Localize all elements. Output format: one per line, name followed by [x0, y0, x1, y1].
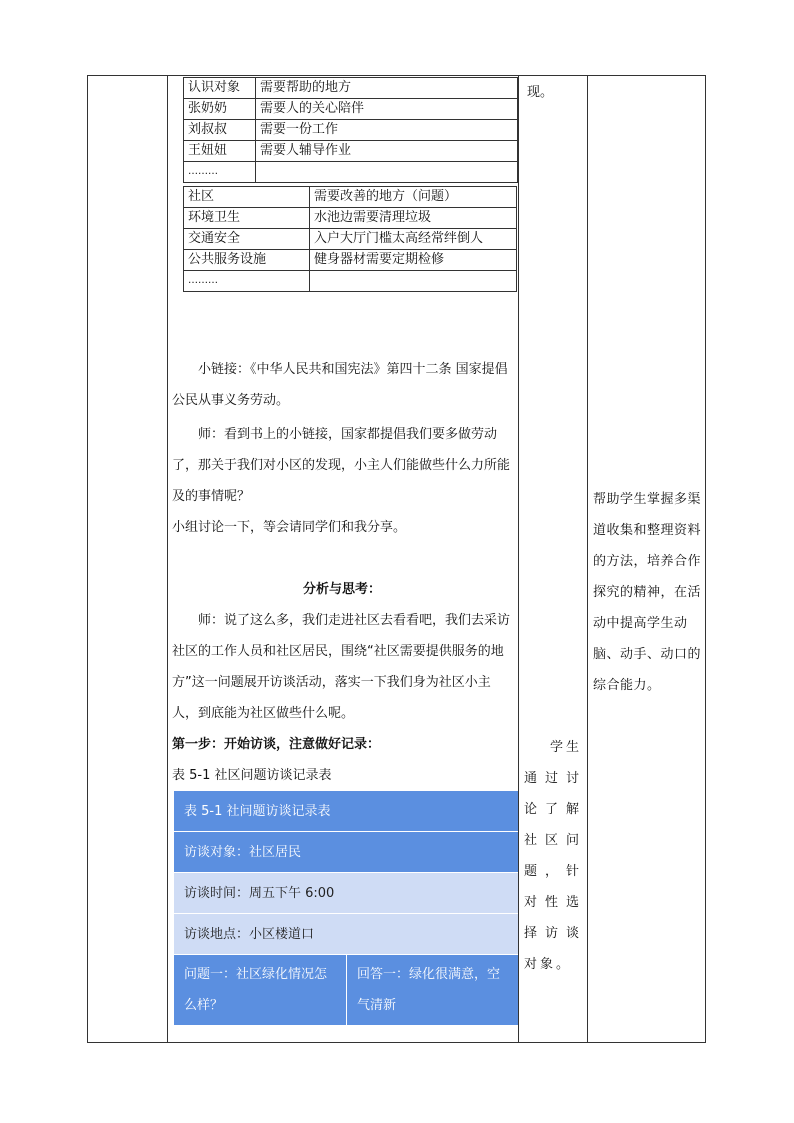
table-row: 交通安全 入户大厅门槛太高经常绊倒人	[184, 229, 517, 250]
teacher-paragraph-1: 师：看到书上的小链接，国家都提倡我们要多做劳动了，那关于我们对小区的发现，小主人们能做些什么力所能及的事情呢？	[172, 427, 511, 504]
step-one-heading: 第一步：开始访谈，注意做好记录：	[172, 737, 381, 752]
interview-record-table	[174, 791, 518, 1026]
column-divider	[167, 75, 168, 1043]
col3-top-text: 现。	[527, 85, 554, 100]
analysis-heading: 分析与思考：	[302, 582, 381, 597]
table-row: 王妞妞 需要人辅导作业	[184, 141, 518, 162]
column-divider	[518, 75, 519, 1043]
group-discussion-text: 小组讨论一下，等会请同学们和我分享。	[172, 520, 407, 535]
community-problems-table	[183, 186, 517, 292]
table-row: 刘叔叔 需要一份工作	[184, 120, 518, 141]
table-caption: 表 5-1 社区问题访谈记录表	[172, 768, 332, 783]
table-row: 公共服务设施 健身器材需要定期检修	[184, 250, 517, 271]
design-intent-text: 帮助学生掌握多渠道收集和整理资料的方法，培养合作探究的精神，在活动中提高学生动脑、动手、动口的综合能力。	[593, 492, 702, 693]
student-activity-text: 学生通过讨论了解社区问题，针对性选择访谈对象。	[524, 740, 583, 972]
question-one: 问题一：社区绿化情况怎么样？	[184, 967, 328, 1013]
link-paragraph: 小链接：《中华人民共和国宪法》第四十二条 国家提倡公民从事义务劳动。	[172, 362, 508, 408]
target-needs-table	[183, 77, 518, 183]
interview-place: 访谈地点：小区楼道口	[174, 914, 518, 955]
interview-qa-row	[174, 955, 518, 1026]
column-divider	[587, 75, 588, 1043]
interview-time: 访谈时间：周五下午 6:00	[174, 873, 518, 914]
interview-subject: 访谈对象：社区居民	[174, 832, 518, 873]
table-row: ………	[184, 162, 518, 183]
table-row: 张奶奶 需要人的关心陪伴	[184, 99, 518, 120]
table-row: 认识对象 需要帮助的地方	[184, 78, 518, 99]
answer-one: 回答一：绿化很满意，空气清新	[346, 955, 518, 1025]
table-row: 环境卫生 水池边需要清理垃圾	[184, 208, 517, 229]
interview-table-title: 表 5-1 社问题访谈记录表	[174, 791, 518, 832]
table-row: 社区 需要改善的地方（问题）	[184, 187, 517, 208]
table-row: ………	[184, 271, 517, 292]
teacher-paragraph-2: 师：说了这么多，我们走进社区去看看吧，我们去采访社区的工作人员和社区居民，围绕“社区需要提供服务的地方”这一问题展开访谈活动，落实一下我们身为社区小主人，到底能为社区做些什么呢。	[172, 613, 511, 721]
